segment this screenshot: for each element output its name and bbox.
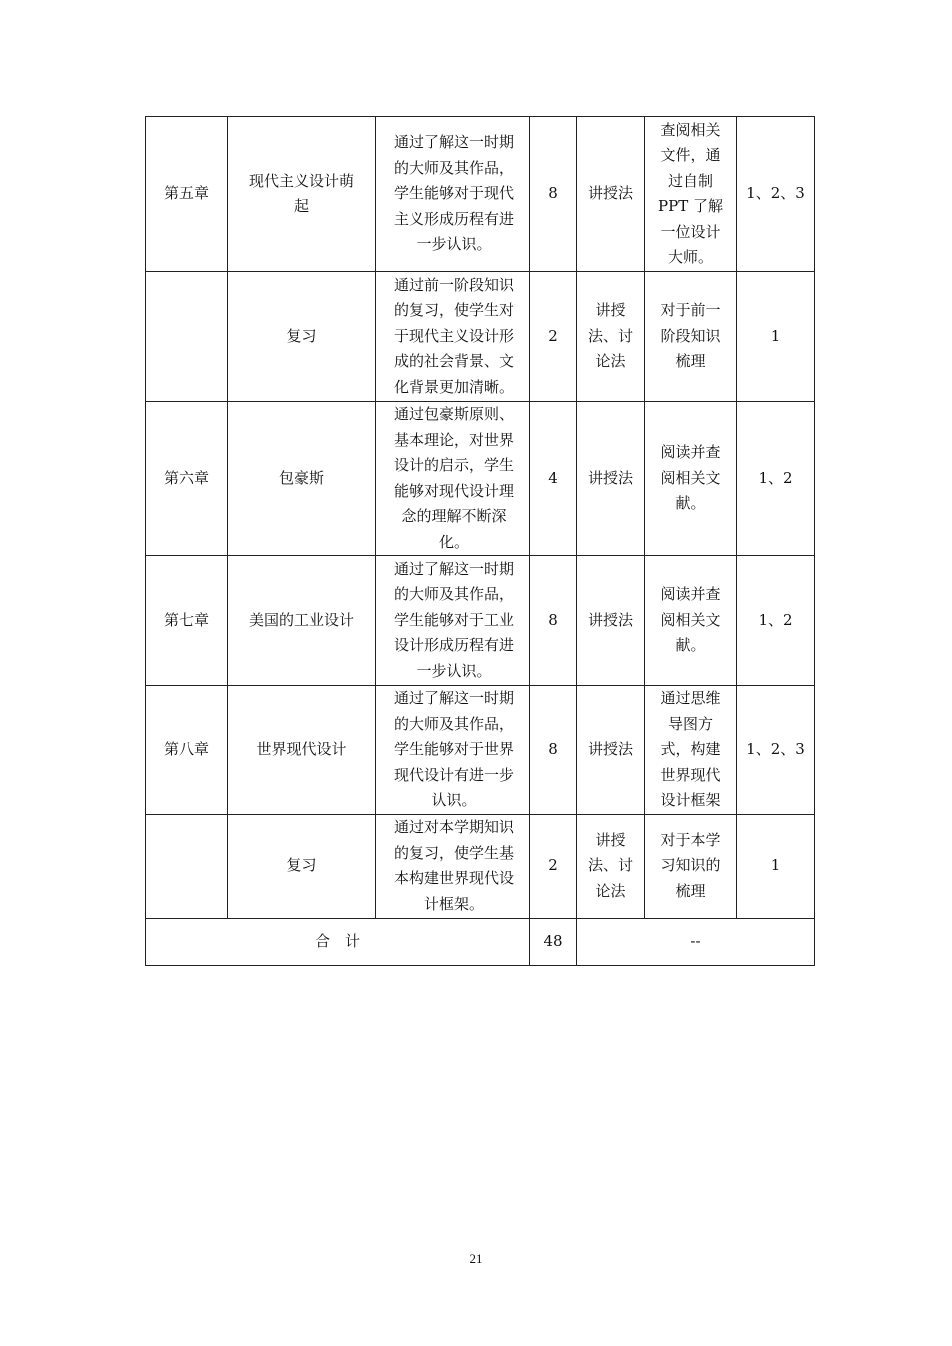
task-cell: 对于本学 习知识的 梳理 <box>645 814 737 918</box>
topic-cell: 复习 <box>228 814 376 918</box>
task-cell: 对于前一 阶段知识 梳理 <box>645 272 737 402</box>
method-cell: 讲授 法、讨 论法 <box>577 814 645 918</box>
description-cell: 通过包豪斯原则、 基本理论，对世界 设计的启示，学生 能够对现代设计理 念的理解不断深 化。 <box>376 402 530 556</box>
total-rest-cell: -- <box>577 918 815 965</box>
table-row <box>146 814 815 918</box>
hours-cell: 8 <box>530 117 577 272</box>
hours-cell: 8 <box>530 556 577 686</box>
table-row <box>146 117 815 272</box>
objectives-cell: 1、2 <box>737 556 815 686</box>
chapter-cell: 第五章 <box>146 117 228 272</box>
description-cell: 通过前一阶段知识 的复习，使学生对 于现代主义设计形 成的社会背景、文 化背景更加清晰。 <box>376 272 530 402</box>
hours-cell: 2 <box>530 272 577 402</box>
table-row <box>146 272 815 402</box>
method-cell: 讲授法 <box>577 686 645 815</box>
description-cell: 通过了解这一时期 的大师及其作品， 学生能够对于世界 现代设计有进一步 认识。 <box>376 686 530 815</box>
chapter-cell <box>146 814 228 918</box>
objectives-cell: 1 <box>737 272 815 402</box>
chapter-cell <box>146 272 228 402</box>
total-label-cell: 合 计 <box>146 918 530 965</box>
chapter-cell: 第六章 <box>146 402 228 556</box>
method-cell: 讲授法 <box>577 117 645 272</box>
task-cell: 阅读并查 阅相关文 献。 <box>645 402 737 556</box>
task-cell: 查阅相关 文件，通 过自制 PPT 了解 一位设计 大师。 <box>645 117 737 272</box>
topic-cell: 美国的工业设计 <box>228 556 376 686</box>
description-cell: 通过了解这一时期 的大师及其作品， 学生能够对于工业 设计形成历程有进 一步认识。 <box>376 556 530 686</box>
topic-cell: 现代主义设计萌 起 <box>228 117 376 272</box>
chapter-cell: 第八章 <box>146 686 228 815</box>
table-row <box>146 402 815 556</box>
table-row <box>146 686 815 815</box>
total-hours-cell: 48 <box>530 918 577 965</box>
total-row <box>146 918 815 965</box>
method-cell: 讲授法 <box>577 402 645 556</box>
description-cell: 通过对本学期知识 的复习，使学生基 本构建世界现代设 计框架。 <box>376 814 530 918</box>
course-schedule-table <box>145 116 815 966</box>
task-cell: 阅读并查 阅相关文 献。 <box>645 556 737 686</box>
hours-cell: 8 <box>530 686 577 815</box>
objectives-cell: 1、2、3 <box>737 686 815 815</box>
table-row <box>146 556 815 686</box>
task-cell: 通过思维 导图方 式，构建 世界现代 设计框架 <box>645 686 737 815</box>
topic-cell: 世界现代设计 <box>228 686 376 815</box>
objectives-cell: 1、2、3 <box>737 117 815 272</box>
hours-cell: 2 <box>530 814 577 918</box>
description-cell: 通过了解这一时期 的大师及其作品， 学生能够对于现代 主义形成历程有进 一步认识。 <box>376 117 530 272</box>
page-number: 21 <box>469 1251 483 1266</box>
method-cell: 讲授法 <box>577 556 645 686</box>
topic-cell: 复习 <box>228 272 376 402</box>
topic-cell: 包豪斯 <box>228 402 376 556</box>
method-cell: 讲授 法、讨 论法 <box>577 272 645 402</box>
objectives-cell: 1、2 <box>737 402 815 556</box>
hours-cell: 4 <box>530 402 577 556</box>
objectives-cell: 1 <box>737 814 815 918</box>
chapter-cell: 第七章 <box>146 556 228 686</box>
